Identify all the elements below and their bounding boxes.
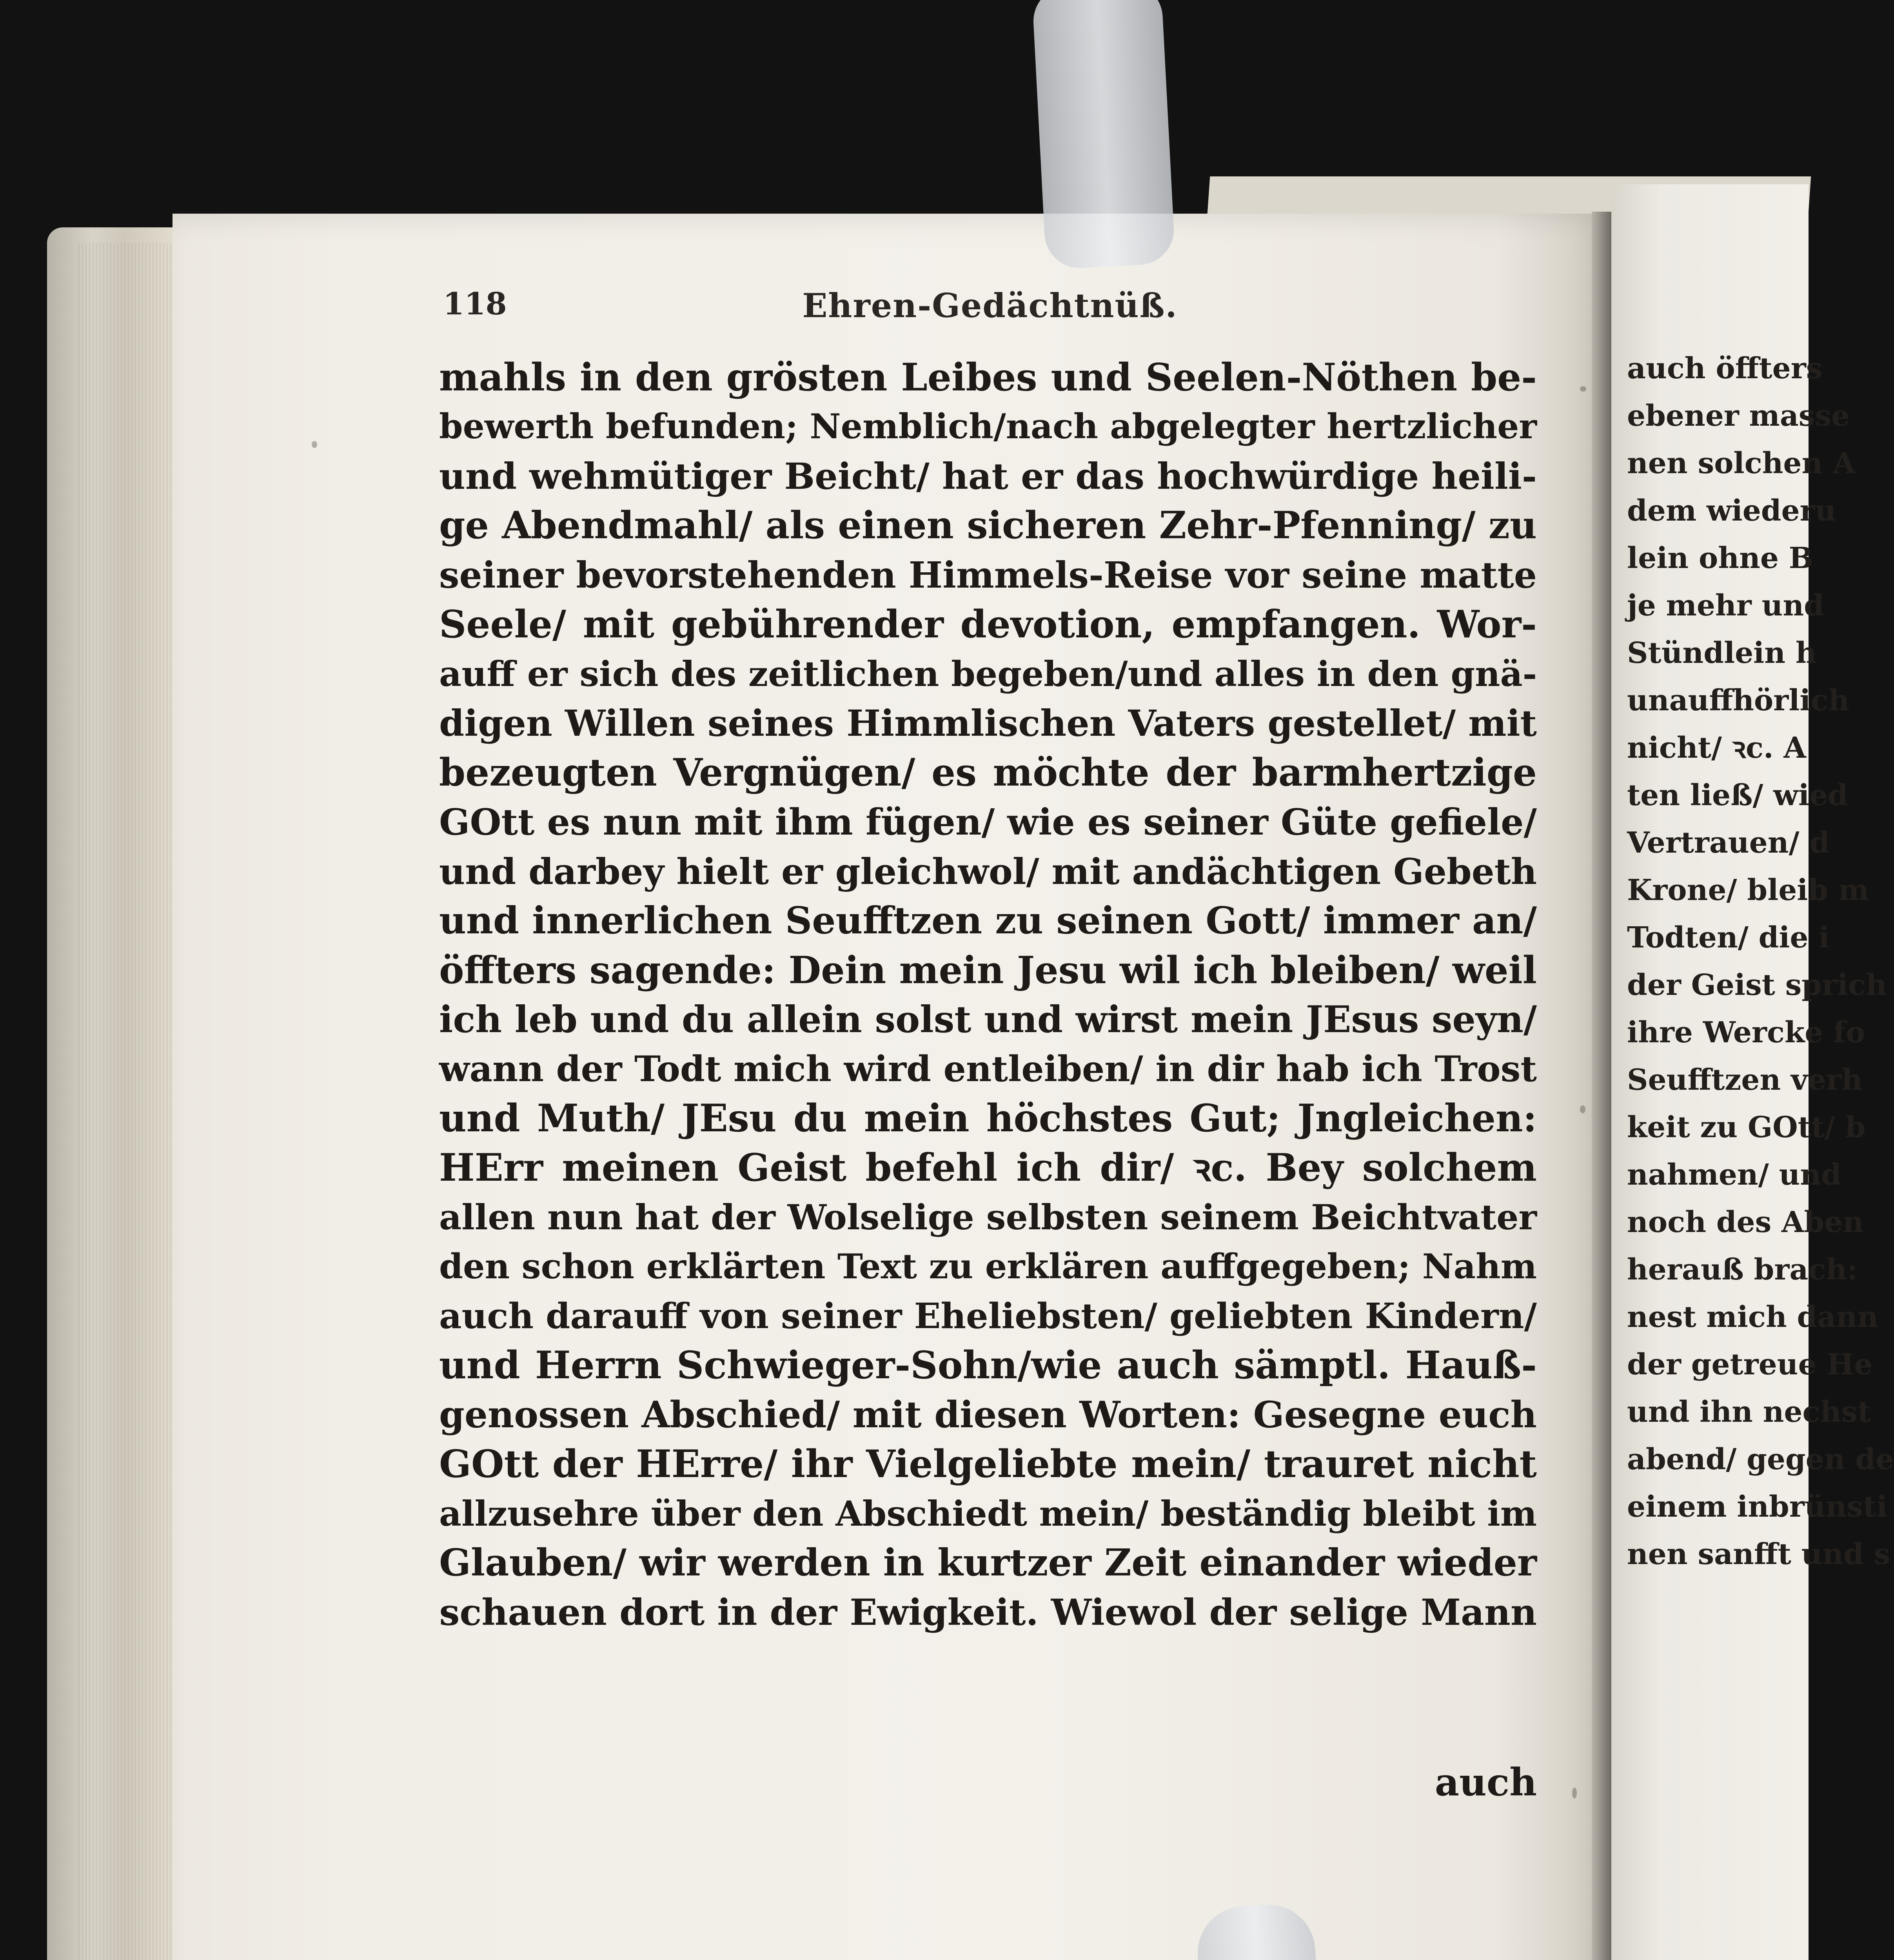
text-line: ten ließ/ wied bbox=[1627, 779, 1848, 812]
text-line: allzusehre über den Abschiedt mein/ beständig bleibt im bbox=[439, 1493, 1537, 1534]
text-line: wann der Todt mich wird entleiben/ in dir hab ich Trost bbox=[439, 1048, 1537, 1090]
text-line: mahls in den grösten Leibes und Seelen-Nöthen be- bbox=[439, 355, 1537, 399]
text-line: unauffhörlich bbox=[1627, 684, 1850, 717]
text-line: den schon erklärten Text zu erklären auffgegeben; Nahm bbox=[439, 1246, 1537, 1287]
text-line: ge Abendmahl/ als einen sicheren Zehr-Pfenning/ zu bbox=[439, 504, 1537, 547]
text-line: lein ohne B bbox=[1627, 541, 1814, 575]
page-holder-tab-top bbox=[1031, 0, 1175, 270]
text-line: auch darauff von seiner Eheliebsten/ geliebten Kindern/ bbox=[439, 1295, 1537, 1336]
text-line: keit zu GOtt/ b bbox=[1627, 1111, 1866, 1144]
paper-speck bbox=[1580, 1105, 1585, 1113]
text-line: Seufftzen verh bbox=[1627, 1063, 1863, 1097]
text-line: bewerth befunden; Nemblich/nach abgelegter hertzlicher bbox=[439, 407, 1537, 446]
text-line: einem inbrünsti bbox=[1627, 1490, 1888, 1524]
paper-speck bbox=[1572, 1788, 1577, 1798]
text-line: der getreue He bbox=[1627, 1348, 1873, 1381]
text-line: Stündlein h bbox=[1627, 636, 1817, 670]
text-line: schauen dort in der Ewigkeit. Wiewol der selige Mann bbox=[439, 1591, 1537, 1633]
text-line: Glauben/ wir werden in kurtzer Zeit einander wieder bbox=[439, 1541, 1537, 1584]
text-line: dem wiederu bbox=[1627, 494, 1836, 528]
paper-speck bbox=[312, 441, 317, 448]
page-number: 118 bbox=[443, 286, 507, 322]
text-line: HErr meinen Geist befehl ich dir/ ꝛc. Bey solchem bbox=[439, 1145, 1537, 1190]
left-page-body bbox=[439, 353, 1537, 1637]
text-line: der Geist sprich bbox=[1627, 968, 1887, 1002]
text-line: je mehr und bbox=[1627, 589, 1824, 622]
text-line: nen sanfft und s bbox=[1627, 1537, 1890, 1571]
text-line: herauß brach: bbox=[1627, 1253, 1858, 1287]
text-line: öffters sagende: Dein mein Jesu wil ich bleiben/ weil bbox=[439, 948, 1537, 992]
text-line: bezeugten Vergnügen/ es möchte der barmhertzige bbox=[439, 750, 1537, 795]
text-line: und Herrn Schwieger-Sohn/wie auch sämptl. Hauß- bbox=[439, 1343, 1537, 1387]
text-line: abend/ gegen de bbox=[1627, 1443, 1894, 1476]
text-line: ihre Wercke fo bbox=[1627, 1016, 1865, 1049]
text-line: nahmen/ und bbox=[1627, 1158, 1841, 1192]
right-page-body bbox=[1627, 345, 1894, 1578]
catchword: auch bbox=[1435, 1760, 1537, 1804]
text-line: noch des Aben bbox=[1627, 1205, 1864, 1239]
text-line: und wehmütiger Beicht/ hat er das hochwürdige heili- bbox=[439, 455, 1537, 497]
text-line: und darbey hielt er gleichwol/ mit andächtigen Gebeth bbox=[439, 850, 1537, 893]
text-line: Vertrauen/ d bbox=[1627, 826, 1830, 860]
text-line: auch öffters bbox=[1627, 352, 1823, 385]
page-stack-lines bbox=[78, 243, 173, 1960]
text-line: nest mich dann bbox=[1627, 1300, 1878, 1334]
text-line: nen solchen A bbox=[1627, 446, 1856, 480]
text-line: und ihn nechst bbox=[1627, 1395, 1871, 1429]
text-line: digen Willen seines Himmlischen Vaters gestellet/ mit bbox=[439, 702, 1537, 744]
text-line: und innerlichen Seufftzen zu seinen Gott/ immer an/ bbox=[439, 899, 1537, 942]
text-line: Todten/ die i bbox=[1627, 921, 1830, 955]
text-line: ich leb und du allein solst und wirst mein JEsus seyn/ bbox=[439, 998, 1537, 1041]
text-line: GOtt der HErre/ ihr Vielgeliebte mein/ trauret nicht bbox=[439, 1442, 1537, 1486]
text-line: seiner bevorstehenden Himmels-Reise vor seine matte bbox=[439, 554, 1537, 596]
page-header bbox=[443, 286, 1537, 341]
text-line: ebener masse bbox=[1627, 399, 1850, 433]
text-line: genossen Abschied/ mit diesen Worten: Gesegne euch bbox=[439, 1393, 1537, 1436]
text-line: allen nun hat der Wolselige selbsten seinem Beichtvater bbox=[439, 1197, 1537, 1238]
text-line: Seele/ mit gebührender devotion, empfangen. Wor- bbox=[439, 602, 1537, 646]
text-line: nicht/ ꝛc. A bbox=[1627, 731, 1806, 765]
text-line: auff er sich des zeitlichen begeben/und alles in den gnä- bbox=[439, 653, 1537, 694]
text-line: Krone/ bleib m bbox=[1627, 873, 1869, 907]
text-line: GOtt es nun mit ihm fügen/ wie es seiner Güte gefiele/ bbox=[439, 801, 1537, 843]
paper-speck bbox=[1580, 386, 1586, 392]
running-head: Ehren-Gedächtnüß. bbox=[802, 286, 1178, 325]
text-line: und Muth/ JEsu du mein höchstes Gut; Jngleichen: bbox=[439, 1096, 1537, 1140]
